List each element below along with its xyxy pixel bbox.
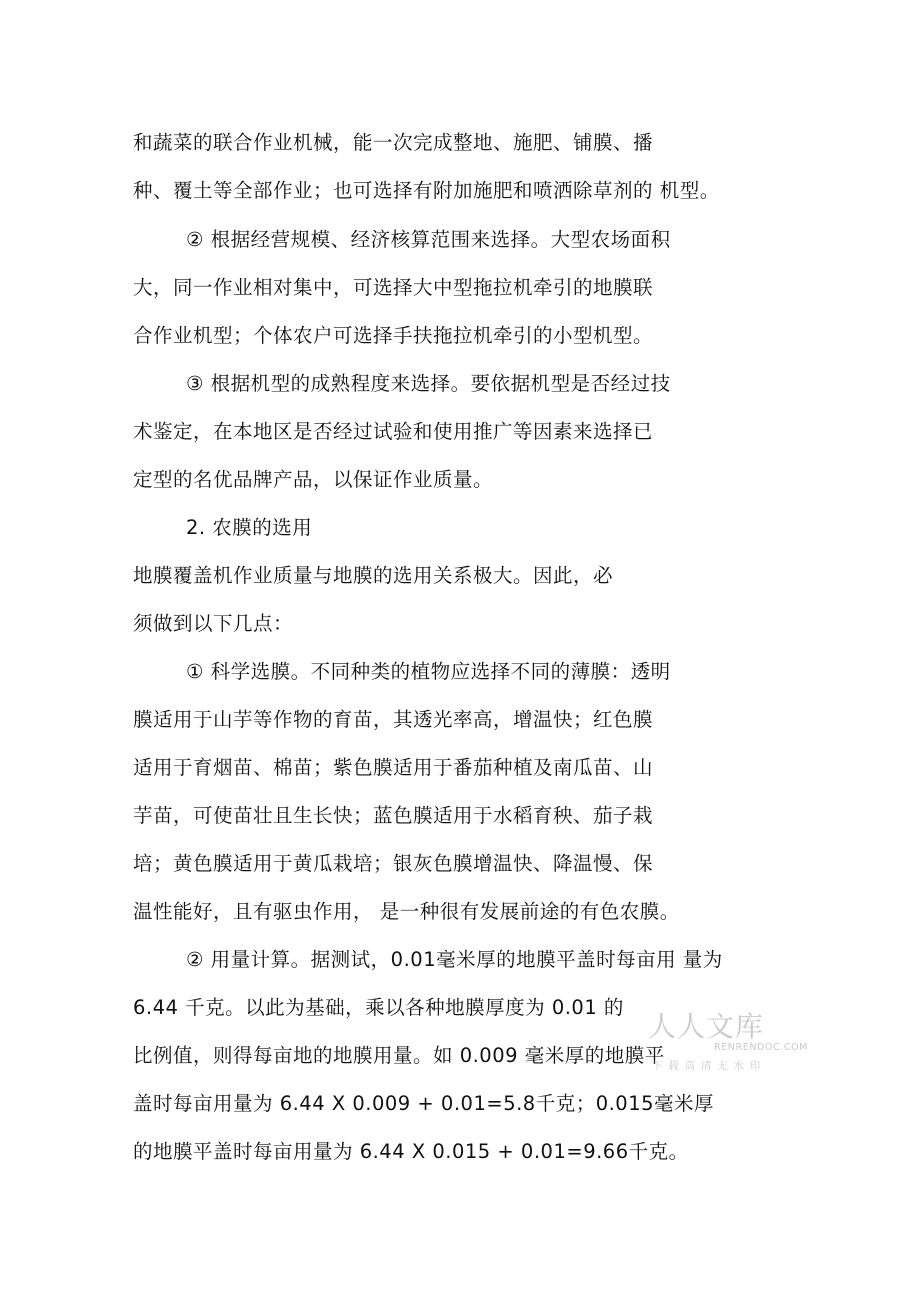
text-line: 术鉴定，在本地区是否经过试验和使用推广等因素来选择已 [133,420,654,443]
text-line: 大，同一作业相对集中，可选择大中型拖拉机牵引的地膜联 [133,276,654,299]
text-line: 6.44 千克。以此为基础，乘以各种地膜厚度为 0.01 的 [133,996,624,1019]
text-line: 和蔬菜的联合作业机械，能一次完成整地、施肥、铺膜、播 [133,131,654,154]
text-line: 温性能好，且有驱虫作用， 是一种很有发展前途的有色农膜。 [133,900,680,923]
text-line: 须做到以下几点： [133,612,294,635]
text-line: 合作业机型；个体农户可选择手扶拖拉机牵引的小型机型。 [133,324,654,347]
watermark-url: RENRENDOC.COM [714,1042,808,1053]
text-line: 膜适用于山芋等作物的育苗，其透光率高，增温快；红色膜 [133,708,654,731]
text-line: ② 根据经营规模、经济核算范围来选择。大型农场面积 [186,228,671,251]
text-line: 芋苗，可使苗壮且生长快；蓝色膜适用于水稻育秧、茄子栽 [133,804,654,827]
text-line: ① 科学选膜。不同种类的植物应选择不同的薄膜：透明 [186,660,671,683]
watermark-logo: 人人文库 [648,1010,765,1043]
section-heading: 2. 农膜的选用 [186,516,313,539]
text-line: 种、覆土等全部作业；也可选择有附加施肥和喷洒除草剂的 机型。 [133,179,720,202]
text-line: 盖时每亩用量为 6.44 X 0.009 + 0.01=5.8千克；0.015毫米厚 [133,1092,715,1115]
text-line: 定型的名优品牌产品，以保证作业质量。 [133,468,494,491]
text-line: 适用于育烟苗、棉苗；紫色膜适用于番茄种植及南瓜苗、山 [133,756,654,779]
text-line: 的地膜平盖时每亩用量为 6.44 X 0.015 + 0.01=9.66千克。 [133,1140,689,1163]
text-line: 培；黄色膜适用于黄瓜栽培；银灰色膜增温快、降温慢、保 [133,852,654,875]
text-line: ③ 根据机型的成熟程度来选择。要依据机型是否经过技 [186,372,671,395]
watermark-slogan: 下载高清无水印 [652,1060,767,1072]
text-line: 地膜覆盖机作业质量与地膜的选用关系极大。因此，必 [133,564,614,587]
text-line: ② 用量计算。据测试，0.01毫米厚的地膜平盖时每亩用 量为 [186,948,723,971]
text-line: 比例值，则得每亩地的地膜用量。如 0.009 毫米厚的地膜平 [133,1044,665,1067]
